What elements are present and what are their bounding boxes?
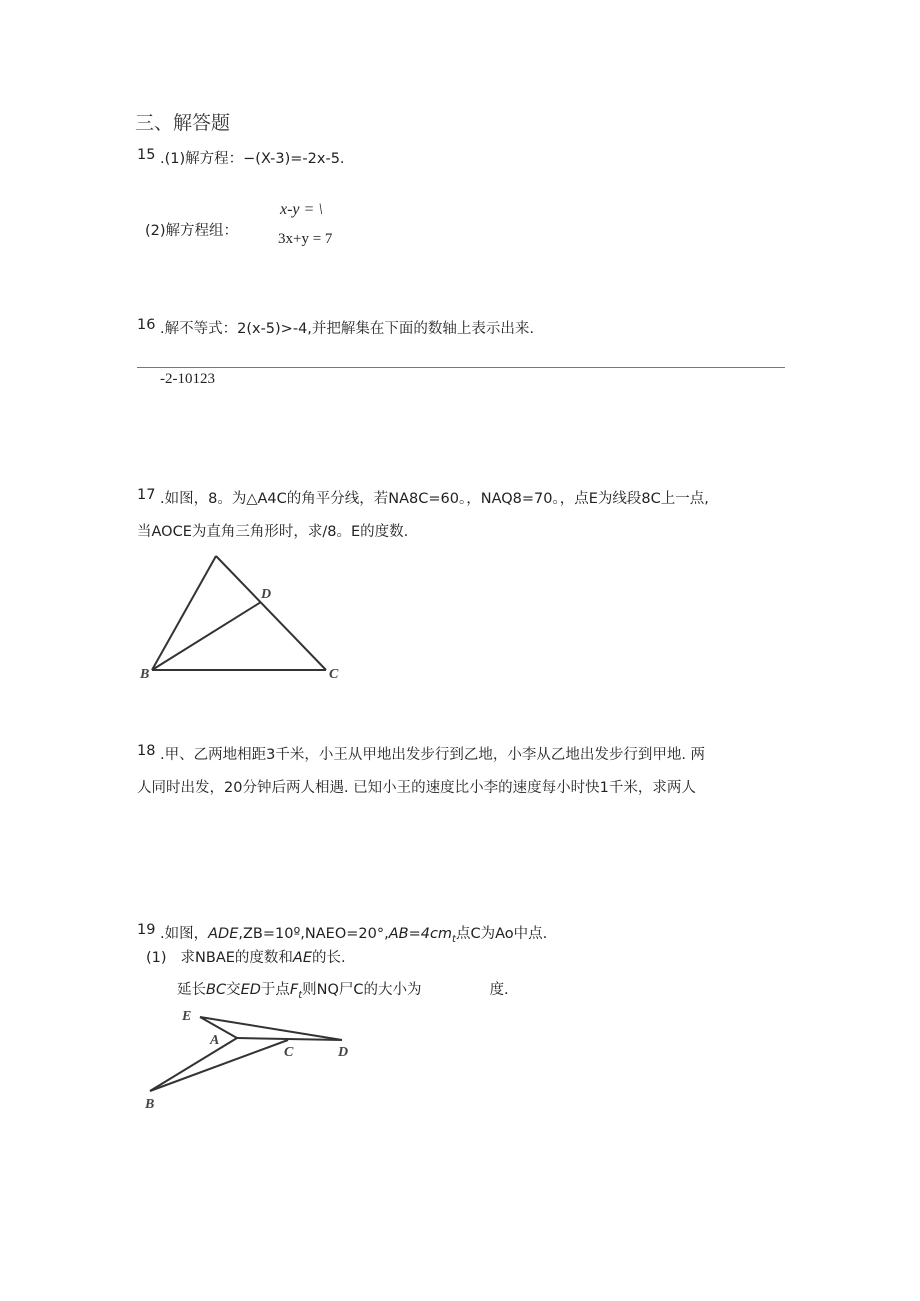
sub-question-1: (1) 求NBAE的度数和AE的长. bbox=[146, 950, 346, 966]
question-text: .如图，$ADE,ZB=10º,NAEO=20^\circ,AB=4cm_t$点C为Ao中点. bbox=[160, 926, 548, 945]
segment-ba bbox=[152, 556, 216, 670]
point-label-b: B bbox=[140, 667, 150, 682]
question-text-line-2: 当AOCE为直角三角形时，求/8。E的度数. bbox=[137, 524, 409, 540]
question-text-line-1: .如图，8。为△A4C的角平分线，若NA8C=60。，NAQ8=70。，点E为线段8C上一点, bbox=[160, 491, 709, 507]
number-line bbox=[137, 367, 785, 368]
arrow-figure bbox=[130, 1000, 370, 1120]
point-label-c: C bbox=[284, 1045, 294, 1060]
sub-question-2: 延长BC交ED于点$F_t$则NQ尸C的大小为 度. bbox=[177, 982, 509, 1001]
question-text-line-2: 人同时出发，20分钟后两人相遇. 已知小王的速度比小李的速度每小时快1千米，求两人 bbox=[137, 780, 696, 796]
point-label-a: A bbox=[210, 1033, 220, 1048]
sub-question-label: (2)解方程组： bbox=[145, 223, 239, 239]
question-number: 19 bbox=[137, 922, 156, 938]
point-label-d: D bbox=[338, 1045, 349, 1060]
question-text: .(1)解方程：−(X-3)=-2x-5. bbox=[160, 151, 345, 167]
question-number: 17 bbox=[137, 487, 156, 503]
question-text-line-1: .甲、乙两地相距3千米，小王从甲地出发步行到乙地，小李从乙地出发步行到甲地. 两 bbox=[160, 747, 706, 763]
equation-line-1: x-y = \ bbox=[280, 201, 323, 218]
point-label-b: B bbox=[145, 1097, 155, 1112]
section-title: 三、解答题 bbox=[135, 112, 231, 134]
number-line-labels: -2-10123 bbox=[160, 371, 215, 387]
segment-bd bbox=[152, 602, 261, 670]
point-label-c: C bbox=[329, 667, 339, 682]
triangle-figure bbox=[130, 548, 360, 688]
point-label-d: D bbox=[261, 587, 272, 602]
question-text: .解不等式：2(x-5)>-4,并把解集在下面的数轴上表示出来. bbox=[160, 321, 535, 337]
question-number: 16 bbox=[137, 317, 156, 333]
point-label-e: E bbox=[182, 1009, 192, 1024]
question-number: 18 bbox=[137, 743, 156, 759]
question-number: 15 bbox=[137, 147, 156, 163]
equation-line-2: 3x+y = 7 bbox=[278, 231, 333, 247]
segment-ac bbox=[216, 556, 326, 670]
